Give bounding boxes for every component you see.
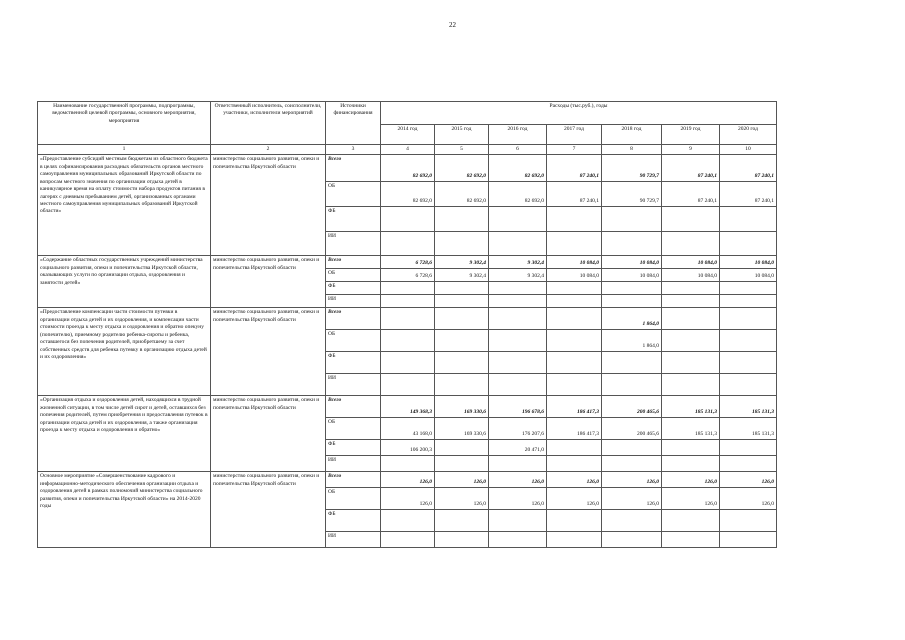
executor-name: министерство социального развития, опеки и попечительства Иркутской области	[211, 396, 326, 472]
header-program: Наименование государственной программы, подпрограммы, ведомственной целевой программы, основного мероприятия, мероприятия	[38, 102, 211, 145]
expense-value	[489, 232, 547, 256]
expense-value: 185 131,3	[720, 396, 777, 418]
expense-value	[489, 282, 547, 295]
expense-value	[435, 352, 489, 374]
expense-value	[547, 440, 602, 456]
expense-value: 82 692,0	[489, 182, 547, 207]
expense-value	[720, 207, 777, 232]
funding-source: ФБ	[326, 440, 381, 456]
expense-value: 126,0	[720, 472, 777, 488]
expense-value	[489, 308, 547, 330]
expense-value: 10 084,0	[547, 269, 602, 282]
expense-value: 126,0	[547, 472, 602, 488]
executor-name: министерство социального развития, опеки и попечительства Иркутской области	[211, 155, 326, 256]
table-row	[38, 308, 777, 330]
expense-value: 10 084,0	[662, 256, 720, 269]
expense-value	[547, 510, 602, 532]
expense-value	[602, 352, 662, 374]
column-number: 5	[435, 145, 489, 155]
expense-value	[381, 510, 435, 532]
expense-value	[489, 532, 547, 548]
expense-value	[720, 510, 777, 532]
expense-value: 185 131,3	[720, 418, 777, 440]
expense-value	[435, 510, 489, 532]
expense-value	[662, 352, 720, 374]
expense-value	[662, 374, 720, 396]
funding-source: ИИ	[326, 295, 381, 308]
executor-name: министерство социального развития, опеки и попечительства Иркутской области	[211, 256, 326, 308]
funding-source: ОБ	[326, 269, 381, 282]
expense-value: 87 240,1	[662, 182, 720, 207]
expense-value	[720, 282, 777, 295]
expense-value	[602, 282, 662, 295]
program-name: «Организация отдыха и оздоровления детей, находящихся в трудной жизненной ситуации, в том числе детей сирот и детей, оставшихся без попечения родителей, путем приобретения и предоставления путевок в организации отдыха детей и их оздоровления, а также организация проезда к месту отдыха и оздоровления и обратно»	[38, 396, 211, 472]
expense-value: 200 465,6	[602, 396, 662, 418]
funding-source: ФБ	[326, 207, 381, 232]
expense-value: 10 084,0	[602, 269, 662, 282]
expense-value	[662, 295, 720, 308]
expense-value	[547, 374, 602, 396]
funding-source: ОБ	[326, 330, 381, 352]
expense-value: 185 131,3	[662, 418, 720, 440]
expenses-table	[37, 101, 777, 548]
expense-value	[489, 330, 547, 352]
expense-value: 149 368,3	[381, 396, 435, 418]
expense-value	[720, 308, 777, 330]
expense-value: 82 692,0	[381, 182, 435, 207]
expense-value: 126,0	[662, 472, 720, 488]
column-number: 8	[602, 145, 662, 155]
expense-value: 185 131,3	[662, 396, 720, 418]
expense-value	[489, 295, 547, 308]
expense-value	[381, 456, 435, 472]
expense-value	[662, 232, 720, 256]
expense-value: 87 240,1	[720, 182, 777, 207]
expense-value	[662, 282, 720, 295]
header-year: 2019 год	[662, 125, 720, 145]
header-year: 2020 год	[720, 125, 777, 145]
expense-value	[381, 295, 435, 308]
header-year: 2015 год	[435, 125, 489, 145]
expense-value	[381, 532, 435, 548]
funding-source: ИИ	[326, 532, 381, 548]
table-row	[38, 155, 777, 182]
expense-value	[720, 374, 777, 396]
expense-value	[435, 440, 489, 456]
expense-value	[435, 232, 489, 256]
executor-name: министерство социального развития, опеки и попечительства Иркутской области	[211, 472, 326, 548]
expense-value: 90 729,7	[602, 182, 662, 207]
expense-value	[547, 330, 602, 352]
expense-value: 82 692,0	[435, 182, 489, 207]
expense-value: 90 729,7	[602, 155, 662, 182]
expense-value: 82 692,0	[435, 155, 489, 182]
expense-value	[381, 308, 435, 330]
expense-value: 126,0	[547, 488, 602, 510]
expense-value	[547, 295, 602, 308]
expense-value	[547, 456, 602, 472]
expense-value: 1 864,0	[602, 330, 662, 352]
expense-value: 176 207,6	[489, 418, 547, 440]
expense-value	[720, 352, 777, 374]
expense-value	[435, 207, 489, 232]
header-year: 2017 год	[547, 125, 602, 145]
expense-value: 6 728,6	[381, 269, 435, 282]
expense-value: 9 302,4	[489, 256, 547, 269]
funding-source: Всего	[326, 308, 381, 330]
expense-value	[435, 282, 489, 295]
expense-value	[720, 440, 777, 456]
expense-value	[602, 510, 662, 532]
expense-value: 6 728,6	[381, 256, 435, 269]
column-number: 10	[720, 145, 777, 155]
column-number: 2	[211, 145, 326, 155]
funding-source: Всего	[326, 256, 381, 269]
expense-value: 126,0	[602, 488, 662, 510]
expense-value	[662, 308, 720, 330]
expense-value	[547, 232, 602, 256]
funding-source: ФБ	[326, 510, 381, 532]
expense-value	[435, 532, 489, 548]
expense-value: 169 330,6	[435, 396, 489, 418]
funding-source: Всего	[326, 155, 381, 182]
expense-value: 10 084,0	[720, 256, 777, 269]
program-name: Основное мероприятие «Совершенствование кадрового и информационно-методического обеспечения организации отдыха и оздоровления детей в рамках полномочий министерства социального развития, опеки и попечительства Иркутской области» на 2014-2020 годы	[38, 472, 211, 548]
expense-value	[435, 308, 489, 330]
expense-value	[381, 374, 435, 396]
funding-source: ОБ	[326, 488, 381, 510]
expense-value: 186 417,3	[547, 418, 602, 440]
expense-value	[602, 532, 662, 548]
executor-name: министерство социального развития, опеки и попечительства Иркутской области	[211, 308, 326, 396]
funding-source: Всего	[326, 472, 381, 488]
expense-value	[720, 330, 777, 352]
expense-value: 1 864,0	[602, 308, 662, 330]
table-row	[38, 472, 777, 488]
expense-value	[602, 374, 662, 396]
column-number: 4	[381, 145, 435, 155]
page-number: 22	[449, 21, 456, 29]
expense-value: 10 084,0	[547, 256, 602, 269]
expense-value	[662, 207, 720, 232]
expense-value	[547, 352, 602, 374]
expense-value	[381, 352, 435, 374]
expense-value: 106 200,3	[381, 440, 435, 456]
expense-value: 43 168,0	[381, 418, 435, 440]
funding-source: ИИ	[326, 232, 381, 256]
column-number: 6	[489, 145, 547, 155]
expense-value	[720, 232, 777, 256]
expense-value	[547, 282, 602, 295]
expense-value: 126,0	[489, 472, 547, 488]
table-row	[38, 396, 777, 418]
expense-value	[720, 295, 777, 308]
expense-value	[547, 308, 602, 330]
expense-value: 9 302,4	[435, 256, 489, 269]
header-year: 2016 год	[489, 125, 547, 145]
expense-value	[662, 330, 720, 352]
expense-value	[381, 232, 435, 256]
expense-value	[489, 352, 547, 374]
expense-value: 126,0	[381, 472, 435, 488]
expense-value	[489, 207, 547, 232]
column-number: 7	[547, 145, 602, 155]
expense-value: 126,0	[435, 488, 489, 510]
expense-value	[602, 295, 662, 308]
funding-source: ИИ	[326, 374, 381, 396]
header-expenses: Расходы (тыс.руб.), годы	[381, 102, 777, 125]
funding-source: ИИ	[326, 456, 381, 472]
expense-value	[435, 330, 489, 352]
funding-source: ОБ	[326, 182, 381, 207]
funding-source: ОБ	[326, 418, 381, 440]
funding-source: Всего	[326, 396, 381, 418]
expense-value: 126,0	[435, 472, 489, 488]
expense-value: 9 302,4	[435, 269, 489, 282]
expense-value	[602, 207, 662, 232]
column-number: 3	[326, 145, 381, 155]
expense-value: 126,0	[720, 488, 777, 510]
program-name: «Содержание областных государственных учреждений министерства социального развития, опеки и попечительства Иркутской области, оказывающих услуги по организации отдыха, оздоровления и занятости детей»	[38, 256, 211, 308]
expense-value	[435, 295, 489, 308]
expense-value	[662, 456, 720, 472]
expense-value: 10 084,0	[662, 269, 720, 282]
expense-value: 186 417,3	[547, 396, 602, 418]
expense-value: 126,0	[602, 472, 662, 488]
funding-source: ФБ	[326, 352, 381, 374]
header-source: Источники финансирования	[326, 102, 381, 145]
expense-value	[602, 456, 662, 472]
expense-value	[489, 374, 547, 396]
expense-value	[435, 456, 489, 472]
expense-value	[547, 207, 602, 232]
column-number: 9	[662, 145, 720, 155]
header-year: 2018 год	[602, 125, 662, 145]
expense-value	[381, 282, 435, 295]
expense-value: 169 330,6	[435, 418, 489, 440]
expense-value: 87 240,1	[547, 155, 602, 182]
expense-value: 87 240,1	[547, 182, 602, 207]
program-name: «Предоставление субсидий местным бюджетам из областного бюджета в целях софинансирования расходных обязательств органов местного самоуправления муниципальных образований Иркутской области по вопросам местного значения по организации отдыха детей в каникулярное время на оплату стоимости набора продуктов питания в лагерях с дневным пребыванием детей, организованных органами местного самоуправления муниципальных образований Иркутской области»	[38, 155, 211, 256]
expense-value: 200 465,6	[602, 418, 662, 440]
column-number: 1	[38, 145, 211, 155]
expense-value	[489, 456, 547, 472]
expense-value: 20 471,0	[489, 440, 547, 456]
header-year: 2014 год	[381, 125, 435, 145]
expense-value: 9 302,4	[489, 269, 547, 282]
expense-value	[435, 374, 489, 396]
expense-value: 87 240,1	[720, 155, 777, 182]
expense-value: 126,0	[381, 488, 435, 510]
expense-value: 196 678,6	[489, 396, 547, 418]
program-name: «Предоставление компенсации части стоимости путевки в организации отдыха детей и их оздоровления, и компенсации части стоимости проезда к месту отдыха и оздоровления и обратно опекуну (попечителю), приемному родителю ребенка-сироты и ребенка, оставшегося без попечения родителей, приобретшему за счет собственных средств для ребенка путевку в организацию отдыха детей и их оздоровления»	[38, 308, 211, 396]
table-row	[38, 256, 777, 269]
expense-value: 126,0	[662, 488, 720, 510]
expense-value	[547, 532, 602, 548]
funding-source: ФБ	[326, 282, 381, 295]
expense-value	[602, 440, 662, 456]
expense-value	[489, 510, 547, 532]
expense-value: 87 240,1	[662, 155, 720, 182]
expense-value: 10 084,0	[602, 256, 662, 269]
expense-value	[662, 510, 720, 532]
expense-value	[662, 440, 720, 456]
expense-value	[602, 232, 662, 256]
expense-value	[381, 207, 435, 232]
expense-value	[720, 532, 777, 548]
expense-value: 82 692,0	[381, 155, 435, 182]
expense-value	[381, 330, 435, 352]
expense-value	[720, 456, 777, 472]
expense-value: 126,0	[489, 488, 547, 510]
expense-value: 82 692,0	[489, 155, 547, 182]
header-executor: Ответственный исполнитель, соисполнители, участники, исполнители мероприятий	[211, 102, 326, 145]
expense-value	[662, 532, 720, 548]
expense-value: 10 084,0	[720, 269, 777, 282]
